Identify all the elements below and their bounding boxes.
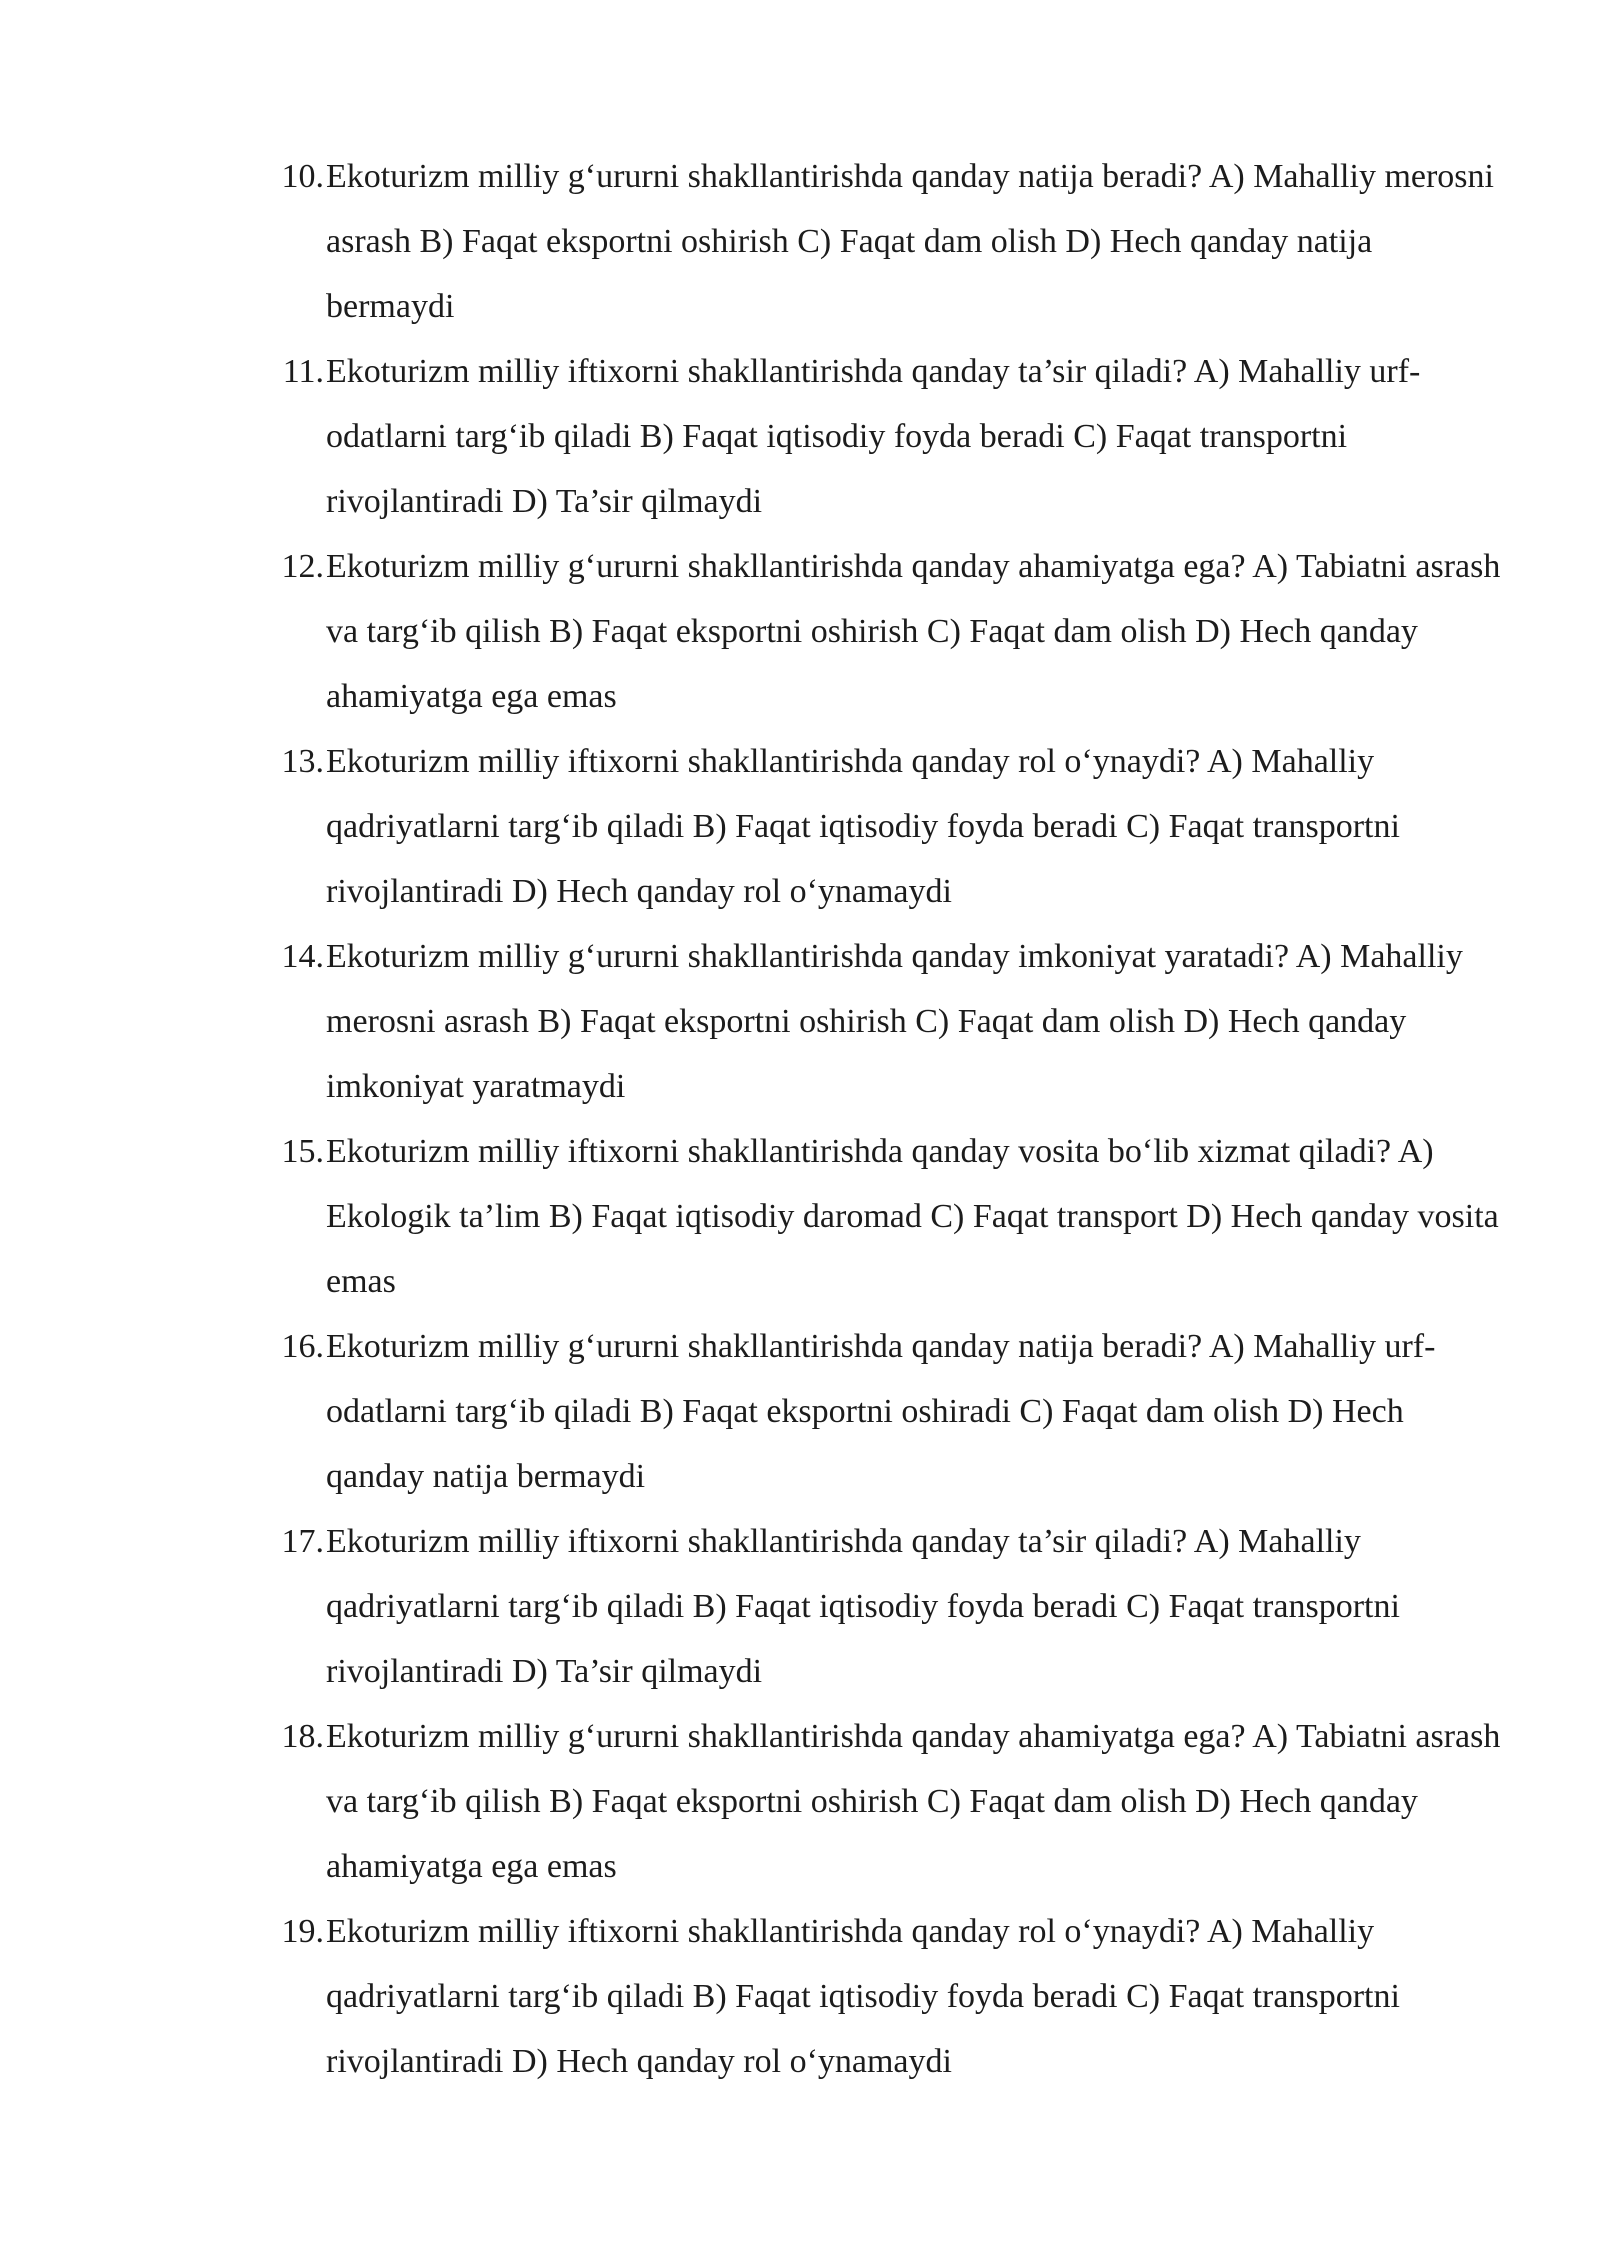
question-item-18 <box>276 1704 1506 1899</box>
question-number: 15. <box>281 1133 324 1170</box>
question-number: 16. <box>281 1328 324 1365</box>
question-text: Ekoturizm milliy iftixorni shakllantirishda qanday rol o‘ynaydi? A) Mahalliy qadriyatlarni targ‘ib qiladi B) Faqat iqtisodiy foyda beradi C) Faqat transportni rivojlantiradi D) Hech qanday rol o‘ynamaydi <box>326 1913 1400 2080</box>
question-text: Ekoturizm milliy iftixorni shakllantirishda qanday vosita bo‘lib xizmat qiladi? A) Ekologik ta’lim B) Faqat iqtisodiy daromad C) Faqat transport D) Hech qanday vosita emas <box>326 1133 1499 1300</box>
question-number: 18. <box>281 1718 324 1755</box>
question-number: 14. <box>281 938 324 975</box>
question-item-11 <box>276 339 1506 534</box>
question-text: Ekoturizm milliy g‘ururni shakllantirishda qanday natija beradi? A) Mahalliy merosni asrash B) Faqat eksportni oshirish C) Faqat dam olish D) Hech qanday natija bermaydi <box>326 158 1494 325</box>
question-number: 13. <box>281 743 324 780</box>
question-item-16 <box>276 1314 1506 1509</box>
question-text: Ekoturizm milliy g‘ururni shakllantirishda qanday ahamiyatga ega? A) Tabiatni asrash va targ‘ib qilish B) Faqat eksportni oshirish C) Faqat dam olish D) Hech qanday ahamiyatga ega emas <box>326 548 1501 715</box>
question-number: 17. <box>281 1523 324 1560</box>
question-text: Ekoturizm milliy g‘ururni shakllantirishda qanday ahamiyatga ega? A) Tabiatni asrash va targ‘ib qilish B) Faqat eksportni oshirish C) Faqat dam olish D) Hech qanday ahamiyatga ega emas <box>326 1718 1501 1885</box>
question-item-17 <box>276 1509 1506 1704</box>
question-text: Ekoturizm milliy iftixorni shakllantirishda qanday rol o‘ynaydi? A) Mahalliy qadriyatlarni targ‘ib qiladi B) Faqat iqtisodiy foyda beradi C) Faqat transportni rivojlantiradi D) Hech qanday rol o‘ynamaydi <box>326 743 1400 910</box>
question-item-13 <box>276 729 1506 924</box>
question-text: Ekoturizm milliy iftixorni shakllantirishda qanday ta’sir qiladi? A) Mahalliy urf-odatlarni targ‘ib qiladi B) Faqat iqtisodiy foyda beradi C) Faqat transportni rivojlantiradi D) Ta’sir qilmaydi <box>326 353 1421 520</box>
question-item-15 <box>276 1119 1506 1314</box>
question-item-10 <box>276 144 1506 339</box>
question-number: 19. <box>281 1913 324 1950</box>
question-text: Ekoturizm milliy g‘ururni shakllantirishda qanday natija beradi? A) Mahalliy urf-odatlarni targ‘ib qiladi B) Faqat eksportni oshiradi C) Faqat dam olish D) Hech qanday natija bermaydi <box>326 1328 1436 1495</box>
question-text: Ekoturizm milliy iftixorni shakllantirishda qanday ta’sir qiladi? A) Mahalliy qadriyatlarni targ‘ib qiladi B) Faqat iqtisodiy foyda beradi C) Faqat transportni rivojlantiradi D) Ta’sir qilmaydi <box>326 1523 1400 1690</box>
question-item-12 <box>276 534 1506 729</box>
question-list <box>276 144 1506 2094</box>
question-number: 11. <box>282 353 324 390</box>
question-number: 12. <box>281 548 324 585</box>
question-text: Ekoturizm milliy g‘ururni shakllantirishda qanday imkoniyat yaratadi? A) Mahalliy merosni asrash B) Faqat eksportni oshirish C) Faqat dam olish D) Hech qanday imkoniyat yaratmaydi <box>326 938 1463 1105</box>
question-item-14 <box>276 924 1506 1119</box>
question-number: 10. <box>281 158 324 195</box>
question-item-19 <box>276 1899 1506 2094</box>
